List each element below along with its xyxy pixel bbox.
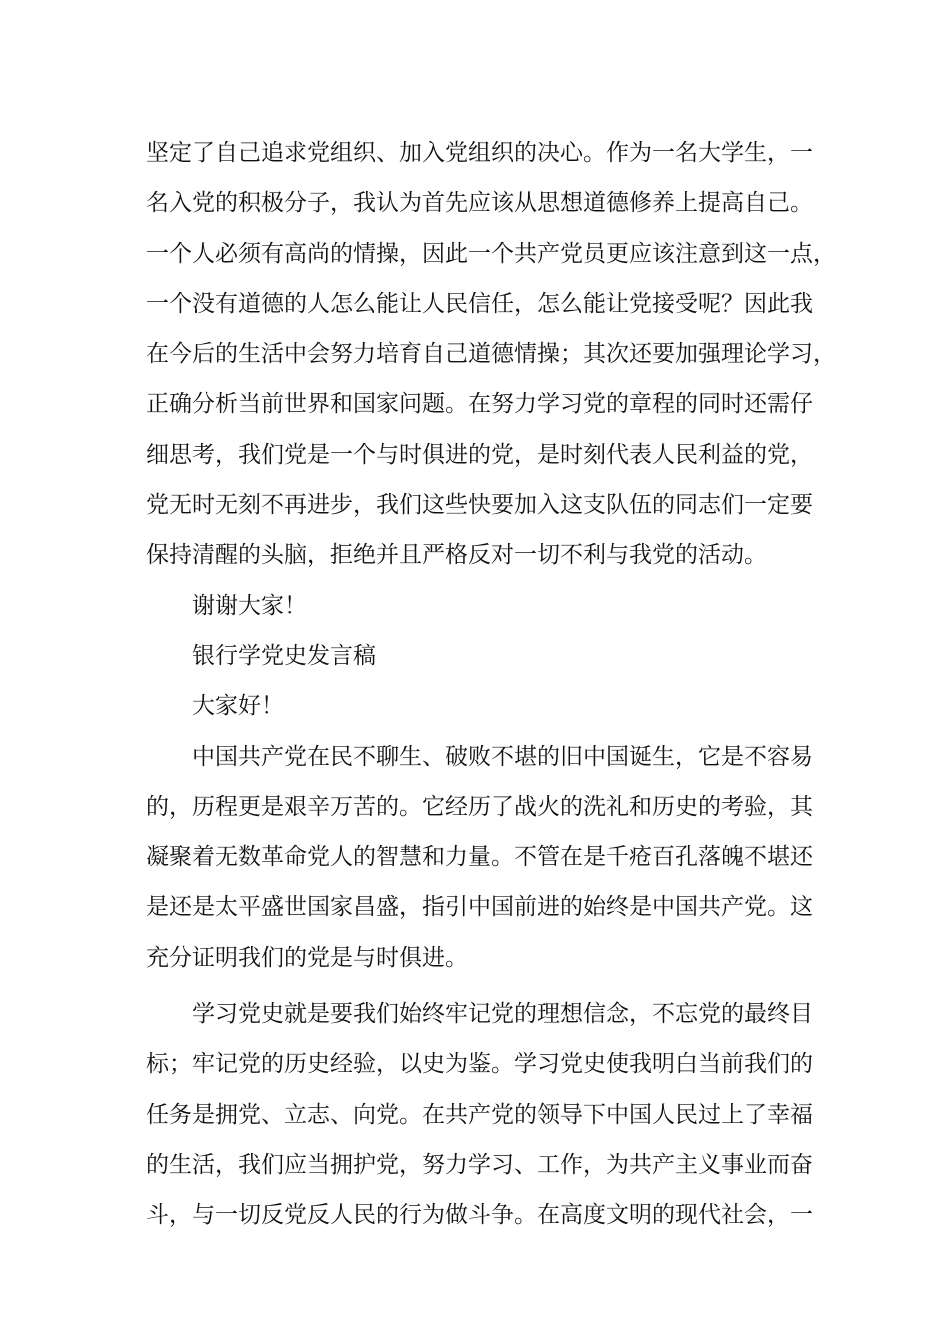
text-line: 斗，与一切反党反人民的行为做斗争。在高度文明的现代社会，一 — [146, 1202, 813, 1229]
text-line: 的生活，我们应当拥护党，努力学习、工作，为共产主义事业而奋 — [146, 1151, 813, 1178]
greeting-line: 大家好！ — [192, 693, 284, 720]
document-body — [146, 128, 836, 1241]
text-line: 正确分析当前世界和国家问题。在努力学习党的章程的同时还需仔 — [146, 391, 813, 418]
text-line: 标；牢记党的历史经验，以史为鉴。学习党史使我明白当前我们的 — [146, 1051, 813, 1078]
text-line: 任务是拥党、立志、向党。在共产党的领导下中国人民过上了幸福 — [146, 1101, 813, 1128]
text-line: 党无时无刻不再进步，我们这些快要加入这支队伍的同志们一定要 — [146, 492, 813, 519]
text-line: 一个人必须有高尚的情操，因此一个共产党员更应该注意到这一点， — [146, 240, 836, 267]
text-line: 学习党史就是要我们始终牢记党的理想信念，不忘党的最终目 — [192, 1001, 813, 1028]
text-line: 是还是太平盛世国家昌盛，指引中国前进的始终是中国共产党。这 — [146, 894, 813, 921]
text-line: 保持清醒的头脑，拒绝并且严格反对一切不利与我党的活动。 — [146, 542, 767, 569]
text-line: 在今后的生活中会努力培育自己道德情操；其次还要加强理论学习， — [146, 341, 836, 368]
text-line: 一个没有道德的人怎么能让人民信任，怎么能让党接受呢？因此我 — [146, 290, 813, 317]
text-line: 凝聚着无数革命党人的智慧和力量。不管在是千疮百孔落魄不堪还 — [146, 844, 813, 871]
closing-line: 谢谢大家！ — [192, 592, 307, 619]
text-line: 名入党的积极分子，我认为首先应该从思想道德修养上提高自己。 — [146, 190, 813, 217]
text-line: 中国共产党在民不聊生、破败不堪的旧中国诞生，它是不容易 — [192, 743, 813, 770]
text-line: 的，历程更是艰辛万苦的。它经历了战火的洗礼和历史的考验，其 — [146, 793, 813, 820]
text-line: 坚定了自己追求党组织、加入党组织的决心。作为一名大学生，一 — [146, 140, 813, 166]
text-line: 充分证明我们的党是与时俱进。 — [146, 944, 468, 971]
section-title: 银行学党史发言稿 — [192, 642, 376, 669]
text-line: 细思考，我们党是一个与时俱进的党，是时刻代表人民利益的党， — [146, 441, 813, 468]
